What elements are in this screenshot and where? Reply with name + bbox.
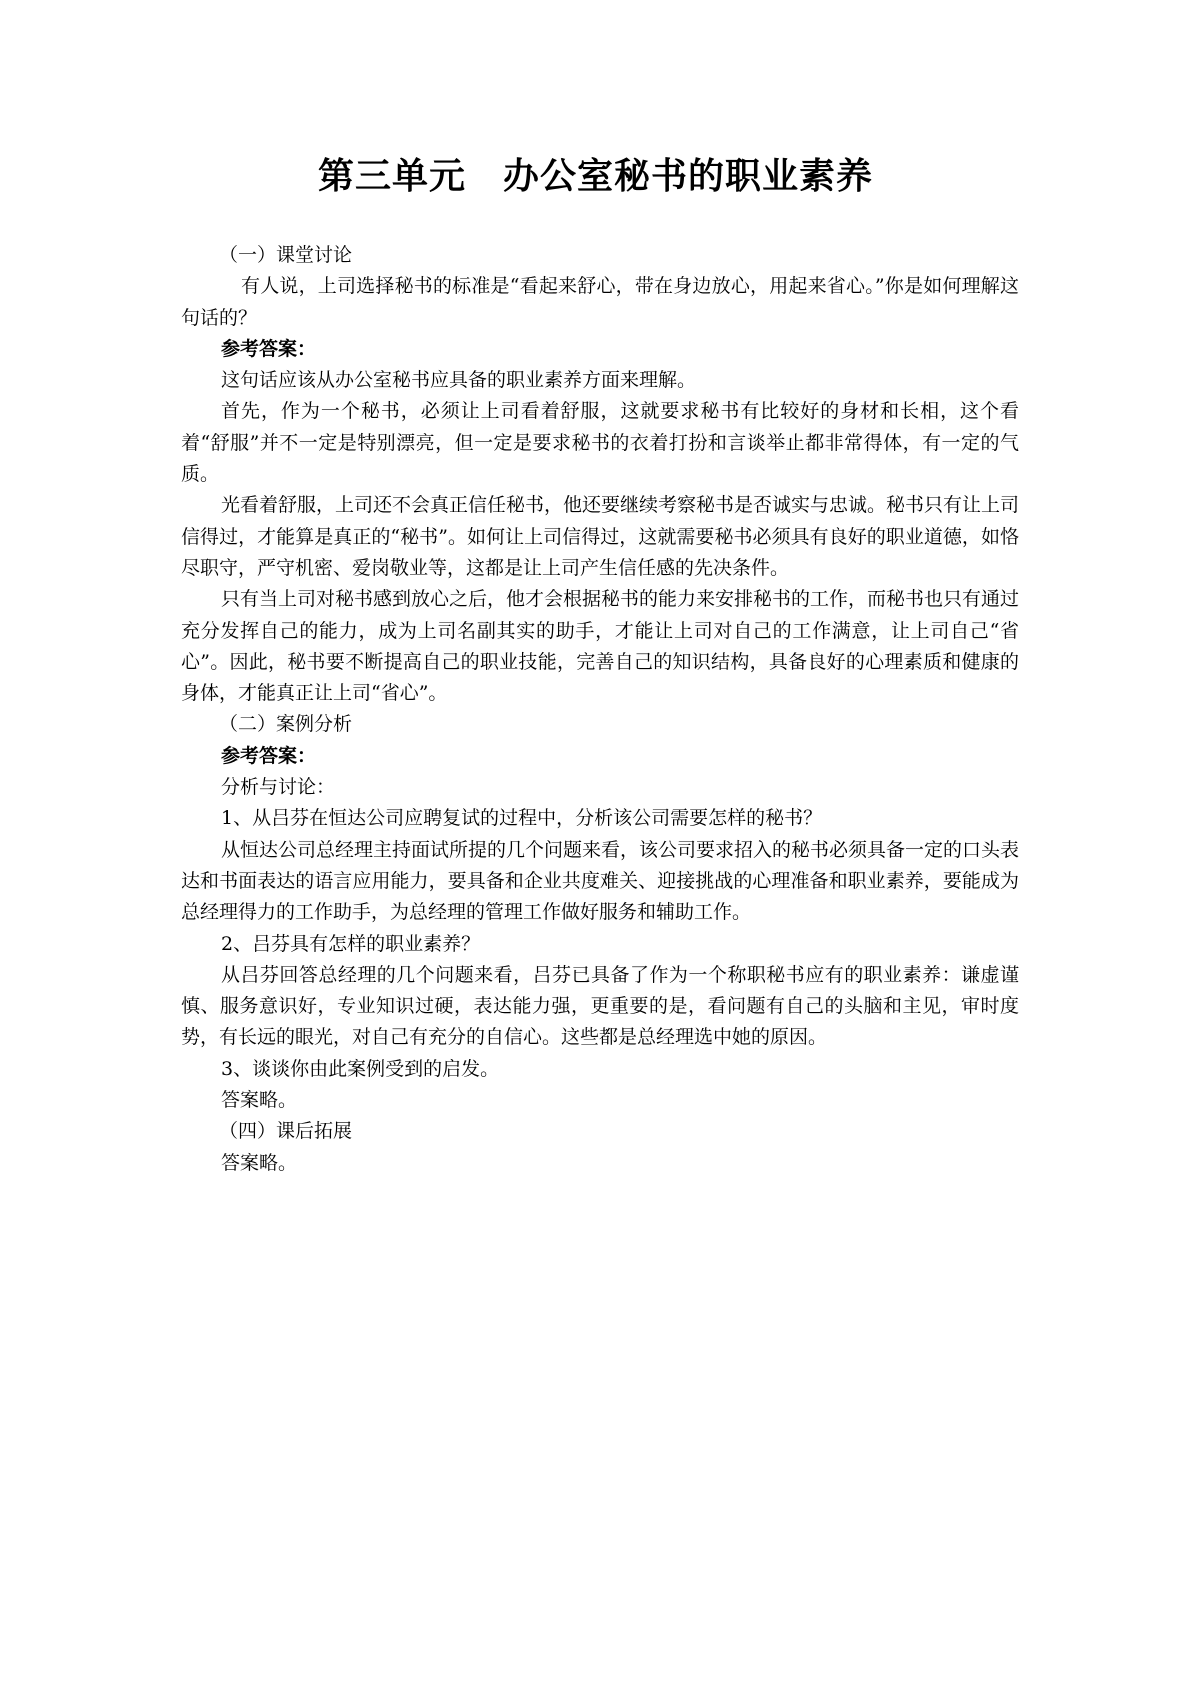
document-body: [181, 240, 1019, 1179]
paragraph: 分析与讨论：: [221, 776, 336, 799]
question: 2、吕芬具有怎样的职业素养？: [221, 932, 481, 955]
paragraph: 只有当上司对秘书感到放心之后，他才会根据秘书的能力来安排秘书的工作，而秘书也只有通过充分发挥自己的能力，成为上司名副其实的助手，才能让上司对自己的工作满意，让上司自己“省心”。因此，秘书要不断提高自己的职业技能，完善自己的知识结构，具备良好的心理素质和健康的身体，才能真正让上司“省心”。: [181, 588, 1020, 705]
paragraph: 这句话应该从办公室秘书应具备的职业素养方面来理解。: [221, 369, 697, 392]
paragraph: 首先，作为一个秘书，必须让上司看着舒服，这就要求秘书有比较好的身材和长相，这个看着“舒服”并不一定是特别漂亮，但一定是要求秘书的衣着打扮和言谈举止都非常得体，有一定的气质。: [181, 400, 1019, 486]
paragraph: 有人说，上司选择秘书的标准是“看起来舒心，带在身边放心，用起来省心。”你是如何理解这句话的？: [181, 275, 1019, 329]
question: 3、谈谈你由此案例受到的启发。: [221, 1057, 500, 1080]
section-heading-case-analysis: （二）案例分析: [219, 713, 353, 736]
section-heading-discussion: （一）课堂讨论: [219, 244, 353, 266]
paragraph: 答案略。: [221, 1151, 298, 1174]
paragraph: 从恒达公司总经理主持面试所提的几个问题来看，该公司要求招入的秘书必须具备一定的口头表达和书面表达的语言应用能力，要具备和企业共度难关、迎接挑战的心理准备和职业素养，要能成为总经理得力的工作助手，为总经理的管理工作做好服务和辅助工作。: [181, 838, 1020, 924]
paragraph: 从吕芬回答总经理的几个问题来看，吕芬已具备了作为一个称职秘书应有的职业素养：谦虚谨慎、服务意识好，专业知识过硬，表达能力强，更重要的是，看问题有自己的头脑和主见，审时度势，有长远的眼光，对自己有充分的自信心。这些都是总经理选中她的原因。: [181, 963, 1019, 1049]
answer-label: 参考答案：: [221, 744, 317, 767]
question: 1、从吕芬在恒达公司应聘复试的过程中，分析该公司需要怎样的秘书？: [221, 807, 823, 830]
section-heading-extension: （四）课后拓展: [219, 1120, 353, 1143]
paragraph: 答案略。: [221, 1089, 298, 1112]
paragraph: 光看着舒服，上司还不会真正信任秘书，他还要继续考察秘书是否诚实与忠诚。秘书只有让上司信得过，才能算是真正的“秘书”。如何让上司信得过，这就需要秘书必须具有良好的职业道德，如恪尽职守，严守机密、爱岗敬业等，这都是让上司产生信任感的先决条件。: [181, 494, 1020, 579]
page-title: 第三单元 办公室秘书的职业素养: [317, 155, 873, 197]
answer-label: 参考答案：: [221, 337, 317, 360]
